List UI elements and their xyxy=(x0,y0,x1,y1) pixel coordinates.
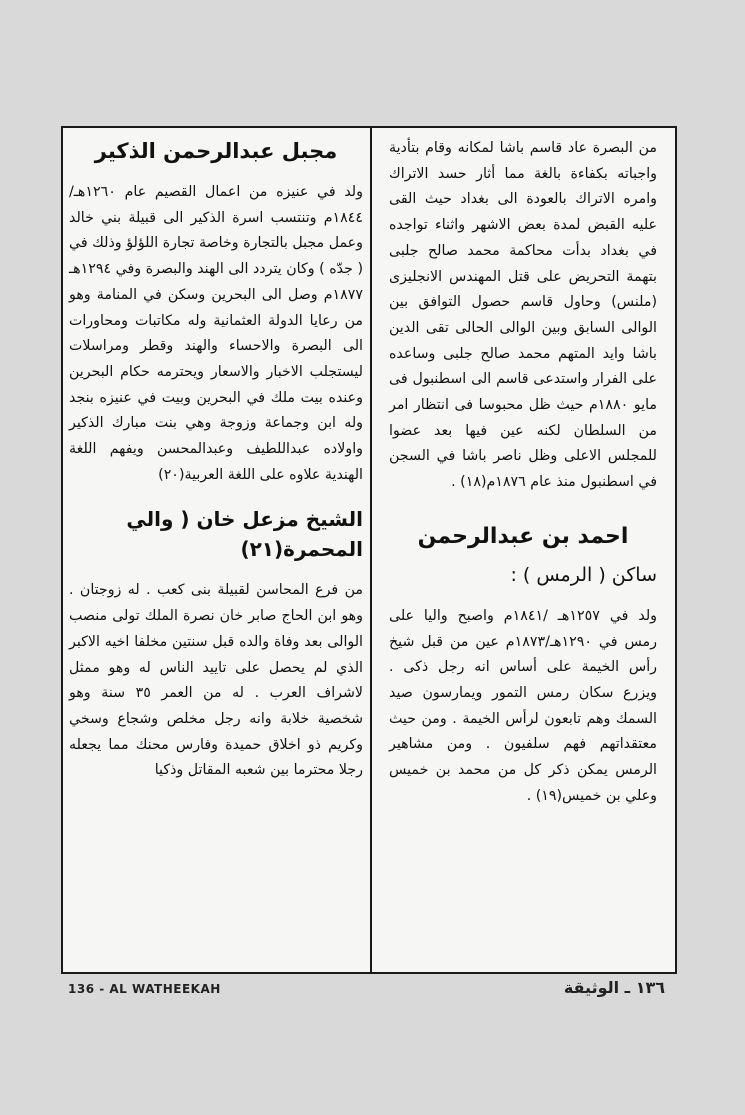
left-column xyxy=(69,136,363,972)
footer-page-label-arabic: ١٣٦ ـ الوثيقة xyxy=(563,978,665,997)
right-paragraph-1: من البصرة عاد قاسم باشا لمكانه وقام بتأدية واجباته بكفاءة بالغة مما أثار حسد الاتراك وامره الاتراك بالعودة الى بغداد حيث القى عليه القبض لمدة بعض الاشهر واثناء تواجده في بغداد بدأت محاكمة محمد صالح جلبى بتهمة التحريض على قتل المهندس الانجليزى (ملنس) وحاول قاسم حصول التوافق بين الوالى السابق وبين الوالى الحالى تقى الدين باشا وايد المتهم محمد صالح جلبى وساعده على الفرار واستدعى قاسم الى اسطنبول فى مايو ١٨٨٠م حيث ظل محبوسا فى انتظار امر من السلطان لكنه عين فيها بعد عضوا للمجلس الاعلى وظل ناصر باشا في السجن في اسطنبول منذ عام ١٨٧٦م(١٨) . xyxy=(389,140,658,491)
page-frame xyxy=(61,126,677,974)
left-paragraph-2: من فرع المحاسن لقبيلة بنى كعب . له زوجتان . وهو ابن الحاج صابر خان نصرة الملك تولى منصب الوالى بعد وفاة والده قبل سنتين مخلفا اخيه الاكبر الذي لم يحصل على تاييد الناس له وهو ممثل لاشراف العرب . له من العمر ٣٥ سنة وهو شخصية خلابة وانه رجل مخلص وشجاع وسخي وكريم ذو اخلاق حميدة وفارس محنك مما يجعله رجلا محترما بين شعبه المقاتل وذكيا xyxy=(69,582,363,779)
right-paragraph-2: ولد في ١٢٥٧هـ /١٨٤١م واصبح واليا على رمس في ١٢٩٠هـ/١٨٧٣م عين من قبل شيخ رأس الخيمة على أساس انه رجل ذكى . ويزرع سكان رمس التمور ويمارسون صيد السمك وهم تابعون لرأس الخيمة . ومن حيث معتقداتهم فهم سلفيون . ومن مشاهير الرمس يمكن ذكر كل من محمد بن خميس وعلي بن خميس(١٩) . xyxy=(389,607,657,804)
left-heading-2: الشيخ مزعل خان ( والي المحمرة(٢١) xyxy=(126,507,363,562)
left-paragraph-1: ولد في عنيزه من اعمال القصيم عام ١٢٦٠هـ/ ١٨٤٤م وتنتسب اسرة الذكير الى قبيلة بني خالد وعمل مجبل بالتجارة وخاصة تجارة اللؤلؤ وذلك في ( جدّه ) وكان يتردد الى الهند والبصرة وفي ١٢٩٤هـ ١٨٧٧م وصل الى البحرين وسكن في المنامة وهو من رعايا الدولة العثمانية وله مكاتبات ومحاورات الى البصرة والاحساء والهند وقطر ومراسلات ليستجلب الاخبار والاسعار ويحترمه حكام البحرين وعنده بيت ملك في البحرين وبيت في عنيزه بنجد وله ابن وجماعة وزوجة وهي بنت مبارك الذكير واولاده عبداللطيف وعبدالمحسن ويفهم اللغة الهندية علاوه على اللغة العربية(٢٠) xyxy=(69,184,363,483)
column-divider xyxy=(370,126,372,974)
right-subheading-1: ساكن ( الرمس ) : xyxy=(510,563,657,586)
right-heading-1: احمد بن عبدالرحمن xyxy=(417,523,629,549)
left-heading-1: مجبل عبدالرحمن الذكير xyxy=(94,139,338,163)
footer-page-label-latin: 136 - AL WATHEEKAH xyxy=(68,982,221,996)
right-column xyxy=(389,136,657,972)
